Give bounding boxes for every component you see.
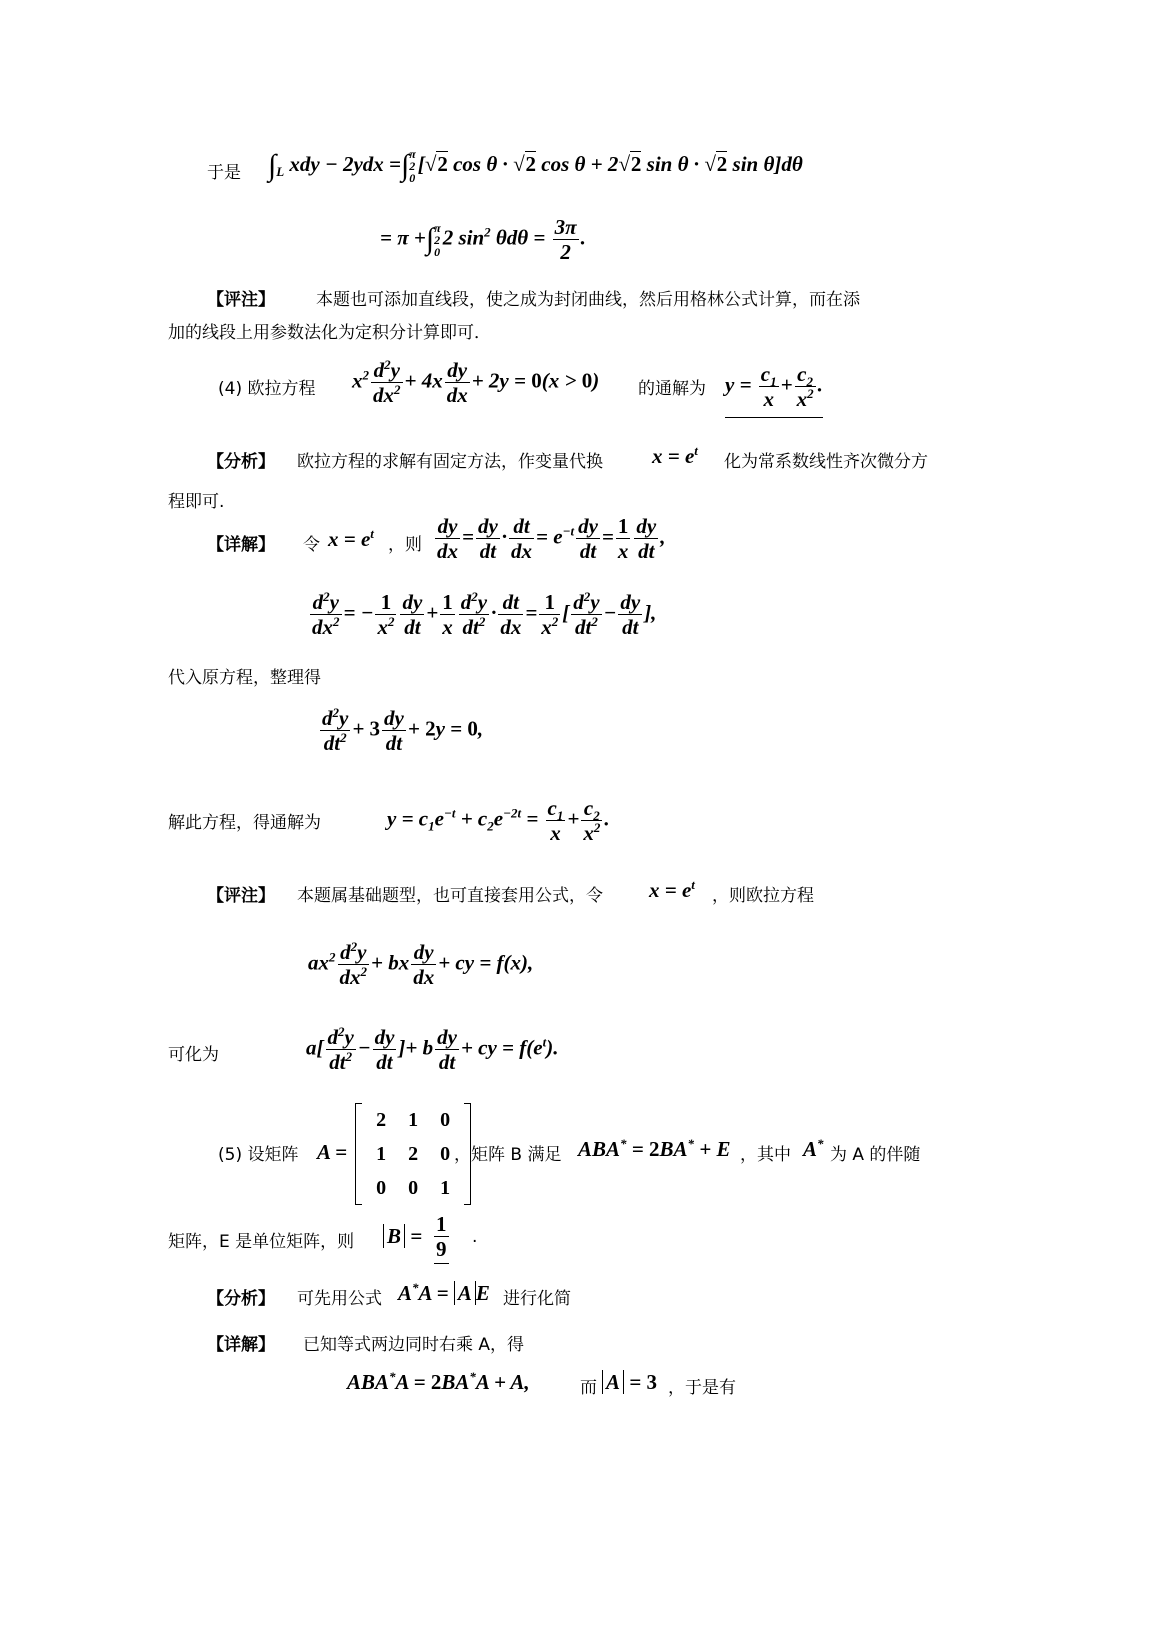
substitute-text: 代入原方程，整理得 (168, 668, 321, 688)
question-4-mid: 的通解为 (638, 379, 706, 399)
analysis5-text-b: 进行化简 (503, 1289, 571, 1309)
comment4-text-a: 本题属基础题型，也可直接套用公式，令 (297, 886, 603, 906)
comment4-text-b: ，则欧拉方程 (712, 886, 814, 906)
question-5-line-2: 矩阵，E 是单位矩阵，则 (168, 1232, 355, 1252)
detail-then: ，则 (388, 535, 422, 555)
general-solution: $y = c_1e^{-t} + c_2e^{-2t}$ = $\frac{c_1}{x}$ + $\frac{c_2}{x^2}$ . (387, 796, 610, 846)
det-a-value: A = 3 (602, 1372, 657, 1393)
comment-line-1: 本题也可添加直线段，使之成为封闭曲线，然后用格林公式计算，而在添 (316, 290, 860, 310)
detail-let: 令 (303, 535, 320, 555)
matrix-cell: 1 (440, 1177, 451, 1199)
analysis-line-1a: 欧拉方程的求解有固定方法，作变量代换 (297, 452, 603, 472)
can-be-text: 可化为 (168, 1045, 219, 1065)
matrix-cell: 1 (408, 1109, 419, 1131)
analysis5-tag: 【分析】 (207, 1289, 275, 1309)
question-4-prefix: (4) 欧拉方程 (218, 379, 316, 399)
adjoint-formula: A*A = A E (398, 1280, 490, 1305)
question-4-answer: y = $\frac{c_1}{x}$ + $\frac{c_2}{x^2}$ . (725, 362, 823, 418)
substitution-formula: $x = e^t$ (652, 443, 698, 468)
matrix-a: A = 2 1 0 1 2 0 0 0 1 (317, 1103, 471, 1205)
det-b: B = (383, 1226, 422, 1247)
detail5-text: 已知等式两边同时右乘 A，得 (303, 1335, 525, 1355)
second-derivative: $\frac{d^2y}{dx^2}$ = − $\frac{1}{x^2}$ $\frac{dy}{dt}$ + $\frac{1}{x}$ $\frac{d^2y}{dt^2}$ · $\frac{dt}{dx}$ = $\frac{1}{x^2}$ [ $\frac{d^2y}{dt^2}$ − $\frac{dy}{dt}$ ], (312, 589, 657, 640)
first-derivative: $\frac{dy}{dx}$ = $\frac{dy}{dt}$ · $\frac{dt}{dx}$ = $e^{-t}$ $\frac{dy}{dt}$ = $\frac{1}{x}$ $\frac{dy}{dt}$ , (437, 514, 666, 564)
analysis-line-2: 程即可. (168, 492, 225, 512)
matrix-cell: 0 (440, 1143, 451, 1165)
solve-text: 解此方程，得通解为 (168, 813, 321, 833)
comment-line-2: 加的线段上用参数法化为定积分计算即可． (168, 323, 491, 343)
question-5-mid: ，矩阵 B 满足 (454, 1145, 562, 1165)
question-5-answer: $\frac{1}{9}$ (432, 1212, 451, 1264)
integral-equation-2: = π +∫π 2 02 $\sin^2 \theta d\theta$ = $\frac{3\pi}{2}$ . (380, 215, 586, 265)
transformed-equation: $\frac{d^2y}{dt^2}$ + 3 $\frac{dy}{dt}$ + 2y = 0, (322, 705, 484, 756)
matrix-cell: 0 (376, 1177, 387, 1199)
comment4-substitution: $x = e^t$ (649, 877, 695, 902)
euler-equation: $x^2$ $\frac{d^2y}{dx^2}$ + 4x $\frac{dy}{dx}$ + 2y = 0(x > 0) (352, 357, 600, 408)
matrix-relation: ABA* = 2BA* + E (578, 1136, 731, 1161)
integral-equation-1: $\int_L$ xdy − 2ydx =∫π 2 0[√2 cos θ · √2 cos θ + 2√2 sin θ · √2 sin θ]dθ (268, 147, 803, 185)
detail5-tag: 【详解】 (207, 1335, 275, 1355)
matrix-cell: 0 (408, 1177, 419, 1199)
question-5-prefix: (5) 设矩阵 (218, 1145, 299, 1165)
matrix-cell: 1 (376, 1143, 387, 1165)
detail5-tail-b: ，于是有 (668, 1378, 736, 1398)
detail5-tail-a: 而 (580, 1378, 597, 1398)
adjoint-symbol: A* (803, 1136, 824, 1161)
question-5-mid2: ，其中 (740, 1145, 791, 1165)
matrix-cell: 2 (376, 1109, 387, 1131)
matrix-cell: 2 (408, 1143, 419, 1165)
right-multiplied-equation: ABA*A = 2BA*A + A, (347, 1369, 530, 1394)
period: . (472, 1227, 478, 1247)
analysis5-text-a: 可先用公式 (297, 1289, 382, 1309)
analysis-line-1b: 化为常系数线性齐次微分方 (724, 452, 928, 472)
question-5-tail: 为 A 的伴随 (830, 1145, 921, 1165)
detail-tag: 【详解】 (207, 535, 275, 555)
transformed-general-equation: a[ $\frac{d^2y}{dt^2}$ − $\frac{dy}{dt}$ ]+ b $\frac{dy}{dt}$ + cy = $f(e^t)$. (306, 1024, 559, 1075)
detail-substitution: $x = e^t$ (328, 526, 374, 551)
matrix-cell: 0 (440, 1109, 451, 1131)
analysis-tag: 【分析】 (207, 452, 275, 472)
lead-text: 于是 (207, 163, 241, 183)
general-euler-equation: $ax^2$ $\frac{d^2y}{dx^2}$ + bx $\frac{dy}{dx}$ + cy = f(x), (308, 939, 534, 990)
comment4-tag: 【评注】 (207, 886, 275, 906)
comment-tag: 【评注】 (207, 290, 275, 310)
